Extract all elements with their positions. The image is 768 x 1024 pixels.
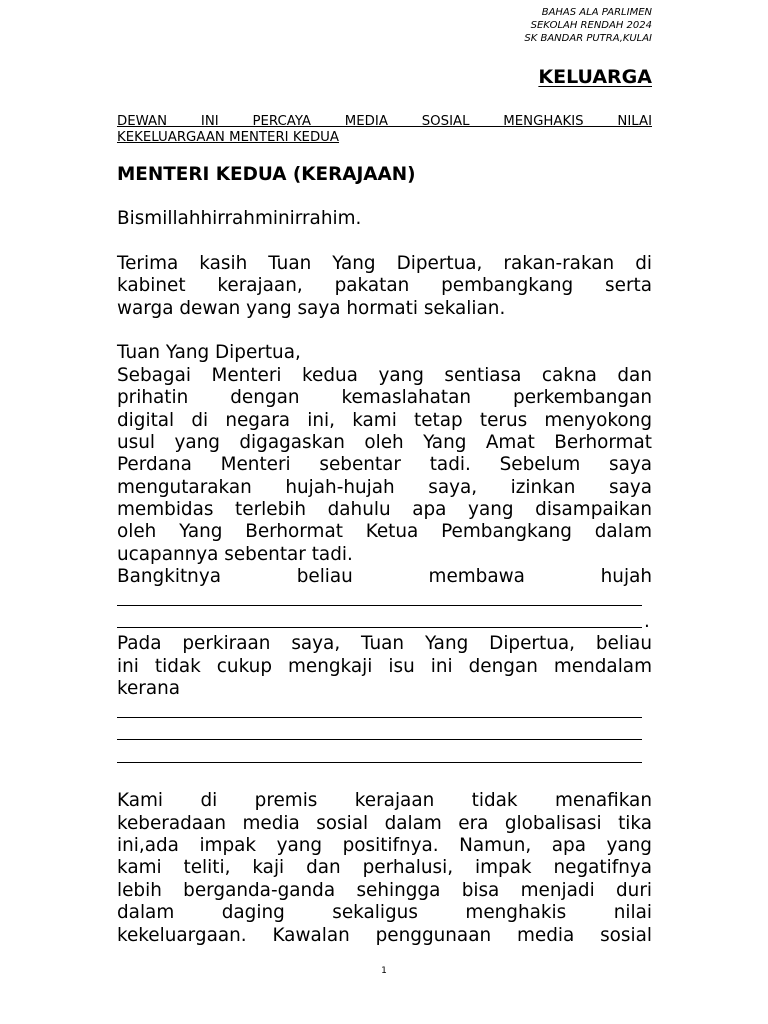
spacer [117,768,652,790]
spacer [117,320,652,342]
paragraph-line: membidas terlebih dahulu apa yang disampaikan [117,499,652,521]
speech-body [117,208,652,947]
paragraph-line: Perdana Menteri sebentar tadi. Sebelum saya [117,454,652,476]
paragraph-line: ini,ada impak yang positifnya. Namun, apa yang [117,834,652,856]
paragraph-line: prihatin dengan kemaslahatan perkembangan [117,387,652,409]
blank-rule [117,627,642,628]
fill-in-blank[interactable] [117,723,652,745]
paragraph-line: Pada perkiraan saya, Tuan Yang Dipertua, beliau [117,633,652,655]
motion-line-2: KEKELUARGAAN MENTERI KEDUA [117,130,340,145]
thanks-line: warga dewan yang saya hormati sekalian. [117,297,506,319]
opening-line: Bismillahhirrahminirrahim. [117,208,362,229]
header-category: SEKOLAH RENDAH 2024 [530,20,652,31]
blank-end-period: . [644,611,650,633]
motion-line-1: DEWAN INI PERCAYA MEDIA SOSIAL MENGHAKIS NILAI [117,114,652,129]
salutation-line: Tuan Yang Dipertua, [117,342,301,364]
blank-rule [117,739,642,740]
paragraph-line: Kami di premis kerajaan tidak menafikan [117,790,652,812]
fill-in-blank[interactable] [117,611,652,633]
paragraph-line: dalam daging sekaligus menghakis nilai [117,902,652,924]
spacer [117,230,652,252]
paragraph-line: Sebagai Menteri kedua yang sentiasa cakna dan [117,364,652,386]
debate-motion [117,114,652,146]
blank-rule [117,605,642,606]
paragraph-line: digital di negara ini, kami tetap terus menyokong [117,409,652,431]
blank-rule [117,717,642,718]
header-school: SK BANDAR PUTRA,KULAI [524,33,652,44]
paragraph-line: lebih berganda-ganda sehingga bisa menjadi duri [117,879,652,901]
paragraph-line: keberadaan media sosial dalam era globalisasi tika [117,812,652,834]
document-header [524,6,652,45]
page-number: 1 [381,966,387,976]
paragraph-line: kami teliti, kaji dan perhalusi, impak negatifnya [117,857,652,879]
paragraph-line: ucapannya sebentar tadi. [117,543,353,565]
paragraph-line: mengutarakan hujah-hujah saya, izinkan saya [117,476,652,498]
fill-in-blank[interactable] [117,701,652,723]
fill-in-blank[interactable] [117,745,652,767]
paragraph-line: Bangkitnya beliau membawa hujah [117,566,652,588]
header-event: BAHAS ALA PARLIMEN [541,7,652,18]
paragraph-line: kekeluargaan. Kawalan penggunaan media sosial [117,924,652,946]
fill-in-blank[interactable] [117,589,652,611]
paragraph-line: kerana [117,678,181,700]
thanks-line: Terima kasih Tuan Yang Dipertua, rakan-rakan di [117,252,652,274]
blank-rule [117,762,642,763]
document-title: KELUARGA [538,66,652,88]
thanks-line: kabinet kerajaan, pakatan pembangkang serta [117,275,652,297]
paragraph-line: ini tidak cukup mengkaji isu ini dengan mendalam [117,655,652,677]
speaker-role: MENTERI KEDUA (KERAJAAN) [117,164,416,185]
paragraph-line: oleh Yang Berhormat Ketua Pembangkang dalam [117,521,652,543]
paragraph-line: usul yang digagaskan oleh Yang Amat Berhormat [117,431,652,453]
